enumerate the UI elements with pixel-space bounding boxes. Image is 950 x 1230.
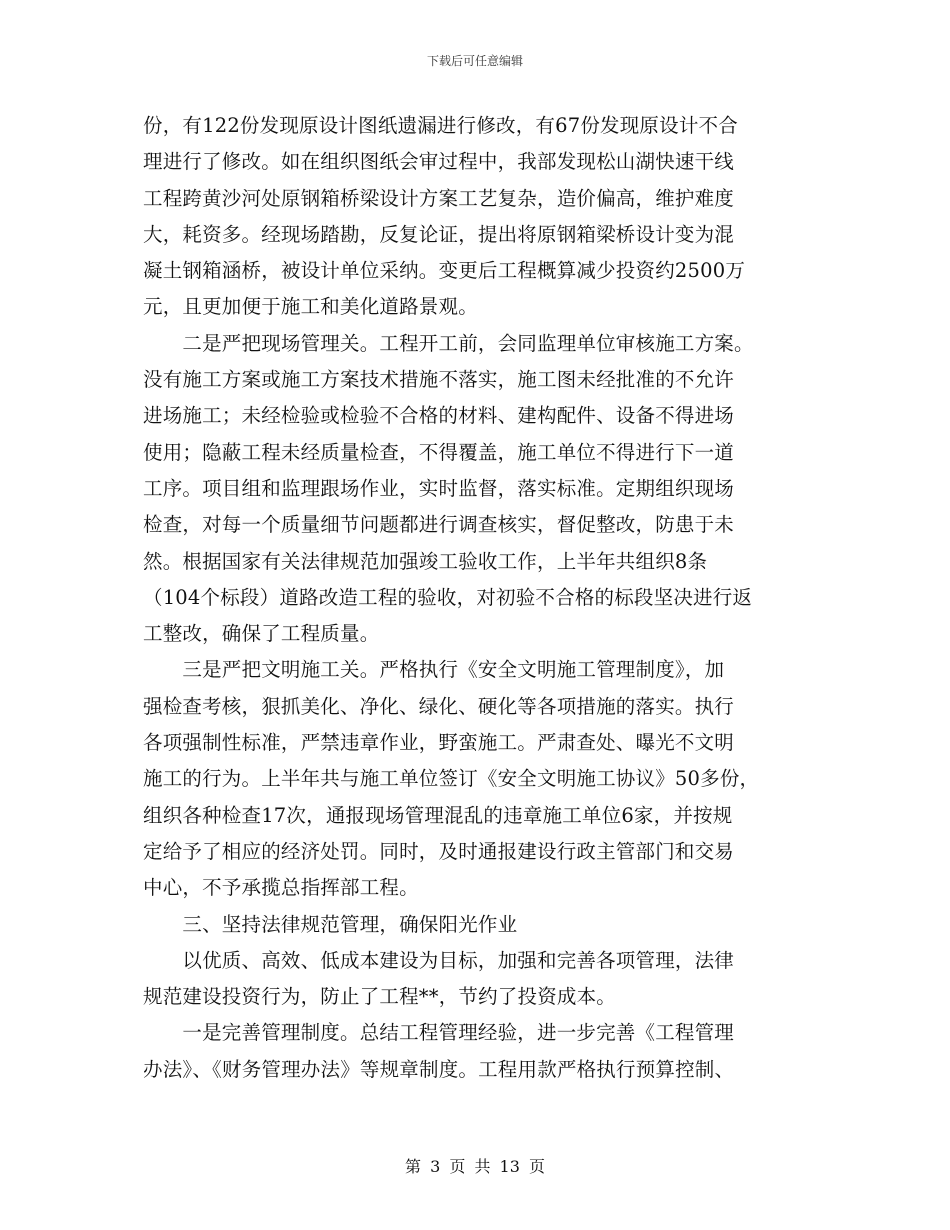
body-line: 使用；隐蔽工程未经质量检查，不得覆盖，施工单位不得进行下一道 — [143, 440, 735, 464]
body-line: 二是严把现场管理关。工程开工前，会同监理单位审核施工方案。 — [143, 331, 754, 355]
body-line: （104个标段）道路改造工程的验收，对初验不合格的标段坚决进行返 — [143, 585, 753, 609]
body-line: 理进行了修改。如在组织图纸会审过程中，我部发现松山湖快速干线 — [143, 150, 735, 174]
body-line: 各项强制性标准，严禁违章作业，野蛮施工。严肃查处、曝光不文明 — [143, 731, 735, 755]
body-line: 检查，对每一个质量细节问题都进行调查核实，督促整改，防患于未 — [143, 513, 735, 537]
body-line: 工整改，确保了工程质量。 — [143, 622, 380, 646]
body-line: 凝土钢箱涵桥，被设计单位采纳。变更后工程概算减少投资约2500万 — [143, 259, 746, 283]
body-line: 没有施工方案或施工方案技术措施不落实，施工图未经批准的不允许 — [143, 368, 735, 392]
body-line: 以优质、高效、低成本建设为目标，加强和完善各项管理，法律 — [143, 948, 735, 972]
body-line: 定给予了相应的经济处罚。同时，及时通报建设行政主管部门和交易 — [143, 839, 735, 863]
body-line: 施工的行为。上半年共与施工单位签订《安全文明施工协议》50多份， — [143, 767, 760, 791]
page-number-footer: 第 3 页 共 13 页 — [405, 1157, 545, 1176]
body-line: 组织各种检查17次，通报现场管理混乱的违章施工单位6家，并按规 — [143, 803, 733, 827]
document-body — [143, 108, 808, 1088]
body-line: 然。根据国家有关法律规范加强竣工验收工作，上半年共组织8条 — [143, 549, 708, 573]
body-line: 工程跨黄沙河处原钢箱桥梁设计方案工艺复杂，造价偏高，维护难度 — [143, 186, 735, 210]
body-line: 办法》、《财务管理办法》等规章制度。工程用款严格执行预算控制、 — [143, 1057, 735, 1081]
body-line: 一是完善管理制度。总结工程管理经验，进一步完善《工程管理 — [143, 1021, 735, 1045]
body-line: 三是严把文明施工关。严格执行《安全文明施工管理制度》，加 — [143, 658, 725, 682]
body-line: 份，有122份发现原设计图纸遗漏进行修改，有67份发现原设计不合 — [143, 114, 738, 137]
body-line: 元，且更加便于施工和美化道路景观。 — [143, 295, 478, 319]
body-line: 中心，不予承揽总指挥部工程。 — [143, 876, 419, 900]
body-line: 大，耗资多。经现场踏勘，反复论证，提出将原钢箱梁桥设计变为混 — [143, 222, 735, 246]
body-line: 工序。项目组和监理跟场作业，实时监督，落实标准。定期组织现场 — [143, 476, 735, 500]
body-line: 进场施工；未经检验或检验不合格的材料、建构配件、设备不得进场 — [143, 404, 735, 428]
body-line: 规范建设投资行为，防止了工程**，节约了投资成本。 — [143, 985, 617, 1009]
page-header: 下载后可任意编辑 — [426, 54, 523, 68]
section-heading: 三、坚持法律规范管理，确保阳光作业 — [143, 912, 518, 936]
body-line: 强检查考核，狠抓美化、净化、绿化、硬化等各项措施的落实。执行 — [143, 694, 735, 718]
